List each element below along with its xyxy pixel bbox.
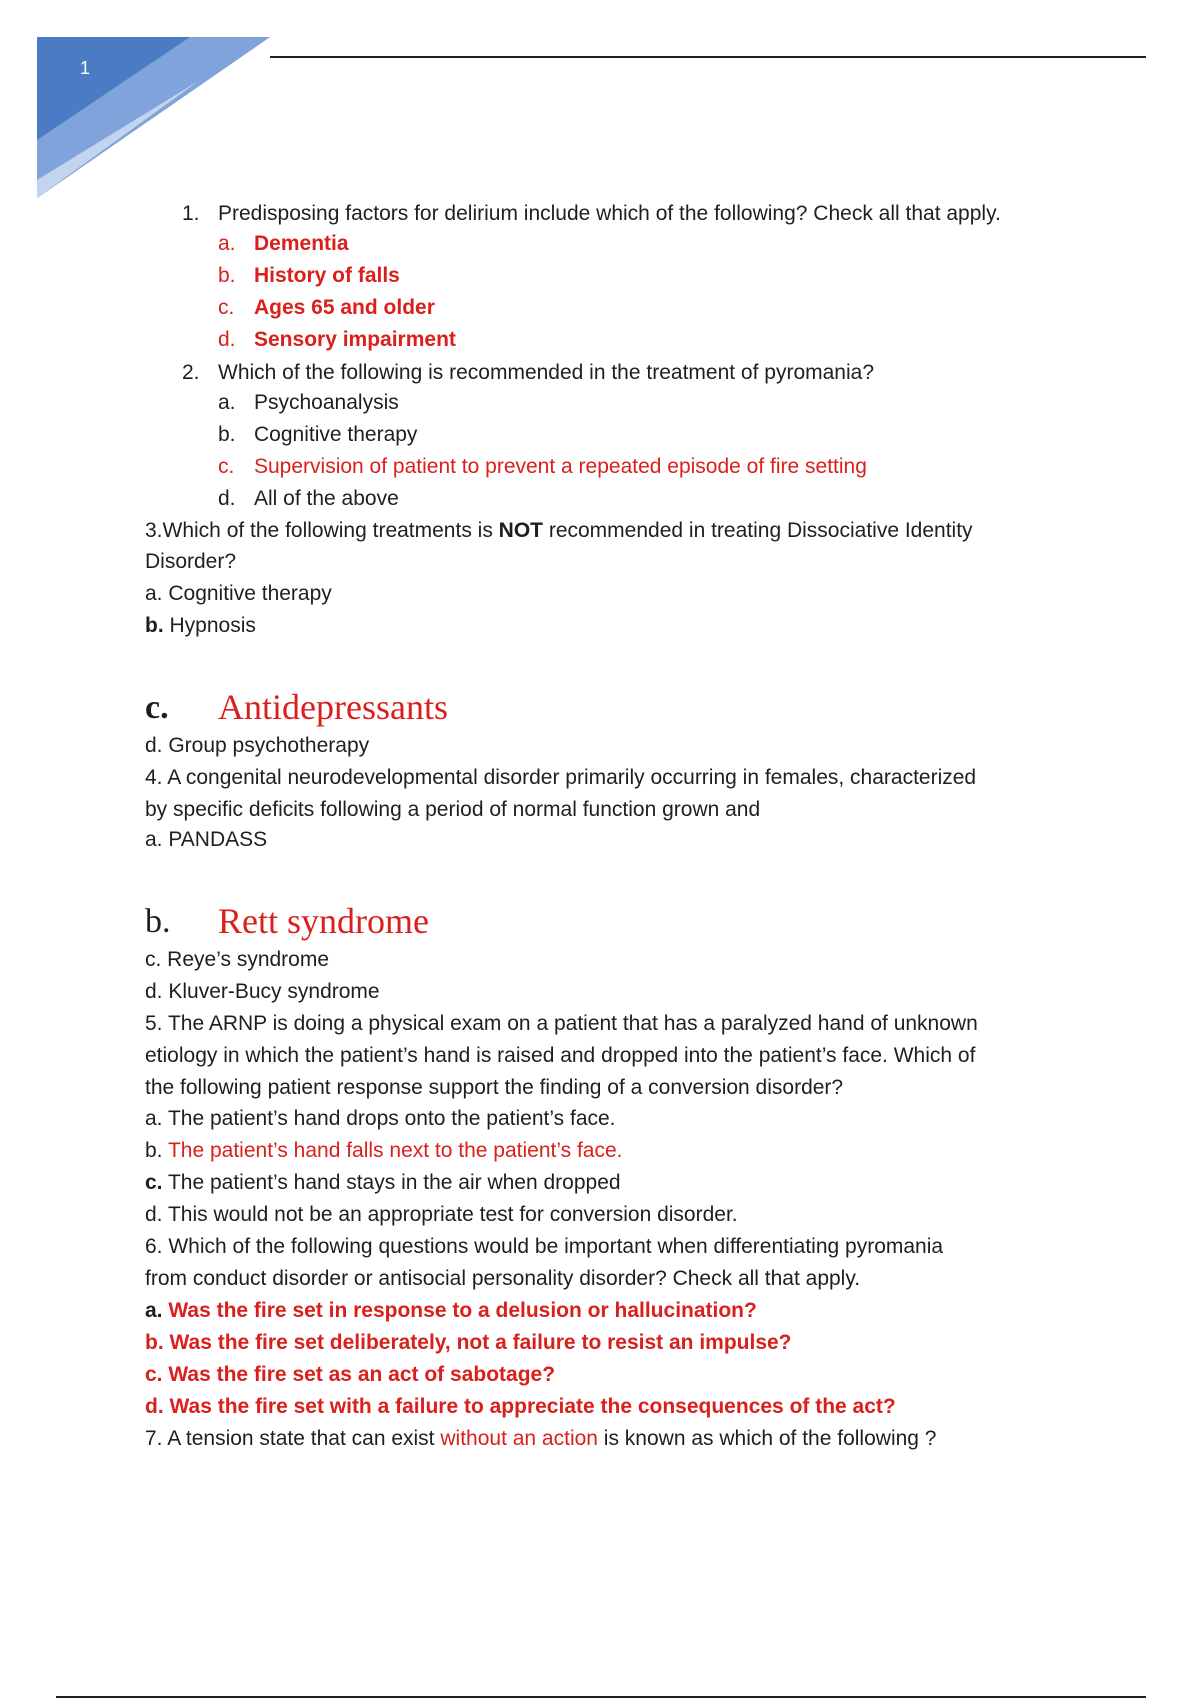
q1-number: 1. <box>182 202 200 225</box>
q6-option-a: a. Was the fire set in response to a delusion or hallucination? <box>145 1299 757 1322</box>
page-number: 1 <box>80 58 91 78</box>
q1-option-c-letter: c. <box>218 296 235 319</box>
q1-option-b: History of falls <box>254 264 400 287</box>
q1-option-d-letter: d. <box>218 328 236 351</box>
q1-text: Predisposing factors for delirium include which of the following? Check all that apply. <box>218 202 1001 225</box>
q2-option-c: Supervision of patient to prevent a repeated episode of fire setting <box>254 455 867 478</box>
q6-option-d: d. Was the fire set with a failure to appreciate the consequences of the act? <box>145 1395 896 1418</box>
q1-option-a: Dementia <box>254 232 349 255</box>
q5-option-a: a. The patient’s hand drops onto the patient’s face. <box>145 1107 616 1130</box>
q5-option-b: b. The patient’s hand falls next to the patient’s face. <box>145 1139 623 1162</box>
header-rule <box>270 56 1146 58</box>
q5-text-line2: etiology in which the patient’s hand is raised and dropped into the patient’s face. Which of <box>145 1044 976 1067</box>
q5-text-line1: 5. The ARNP is doing a physical exam on a patient that has a paralyzed hand of unknown <box>145 1012 978 1035</box>
q7-text: 7. A tension state that can exist without an action is known as which of the following ? <box>145 1427 937 1450</box>
q4-text-line2: by specific deficits following a period of normal function grown and <box>145 798 761 821</box>
q4-option-a: a. PANDASS <box>145 828 268 851</box>
q6-option-b: b. Was the fire set deliberately, not a failure to resist an impulse? <box>145 1331 792 1354</box>
q2-option-b-letter: b. <box>218 423 236 446</box>
q4-text-line1: 4. A congenital neurodevelopmental disorder primarily occurring in females, characterized <box>145 766 977 789</box>
q1-option-d: Sensory impairment <box>254 328 456 351</box>
q5-option-c: c. The patient’s hand stays in the air when dropped <box>145 1171 621 1194</box>
footer-rule <box>56 1696 1146 1698</box>
page-corner-decoration <box>0 0 280 210</box>
q6-text-line1: 6. Which of the following questions would be important when differentiating pyromania <box>145 1235 944 1258</box>
q2-number: 2. <box>182 361 200 384</box>
q3-option-c-letter: c. <box>145 689 169 726</box>
q2-option-c-letter: c. <box>218 455 235 478</box>
q4-option-d: d. Kluver-Bucy syndrome <box>145 980 380 1003</box>
q2-option-d-letter: d. <box>218 487 236 510</box>
q1-option-b-letter: b. <box>218 264 236 287</box>
q3-text-line1: 3.Which of the following treatments is NOT recommended in treating Dissociative Identity <box>145 519 973 542</box>
q2-option-d: All of the above <box>254 487 399 510</box>
q4-option-b-letter: b. <box>145 903 171 940</box>
q6-text-line2: from conduct disorder or antisocial personality disorder? Check all that apply. <box>145 1267 861 1290</box>
q2-option-b: Cognitive therapy <box>254 423 418 446</box>
q6-option-c: c. Was the fire set as an act of sabotage? <box>145 1363 556 1386</box>
q4-option-c: c. Reye’s syndrome <box>145 948 330 971</box>
q2-text: Which of the following is recommended in the treatment of pyromania? <box>218 361 874 384</box>
q3-option-b: b. Hypnosis <box>145 614 256 637</box>
q1-option-a-letter: a. <box>218 232 236 255</box>
q3-option-d: d. Group psychotherapy <box>145 734 370 757</box>
q5-option-d: d. This would not be an appropriate test for conversion disorder. <box>145 1203 738 1226</box>
q3-option-c: Antidepressants <box>218 687 448 727</box>
q2-option-a: Psychoanalysis <box>254 391 399 414</box>
q5-text-line3: the following patient response support the finding of a conversion disorder? <box>145 1076 844 1099</box>
q3-text-line2: Disorder? <box>145 550 237 573</box>
q1-option-c: Ages 65 and older <box>254 296 435 319</box>
q4-option-b: Rett syndrome <box>218 901 429 941</box>
q3-option-a: a. Cognitive therapy <box>145 582 332 605</box>
q2-option-a-letter: a. <box>218 391 236 414</box>
